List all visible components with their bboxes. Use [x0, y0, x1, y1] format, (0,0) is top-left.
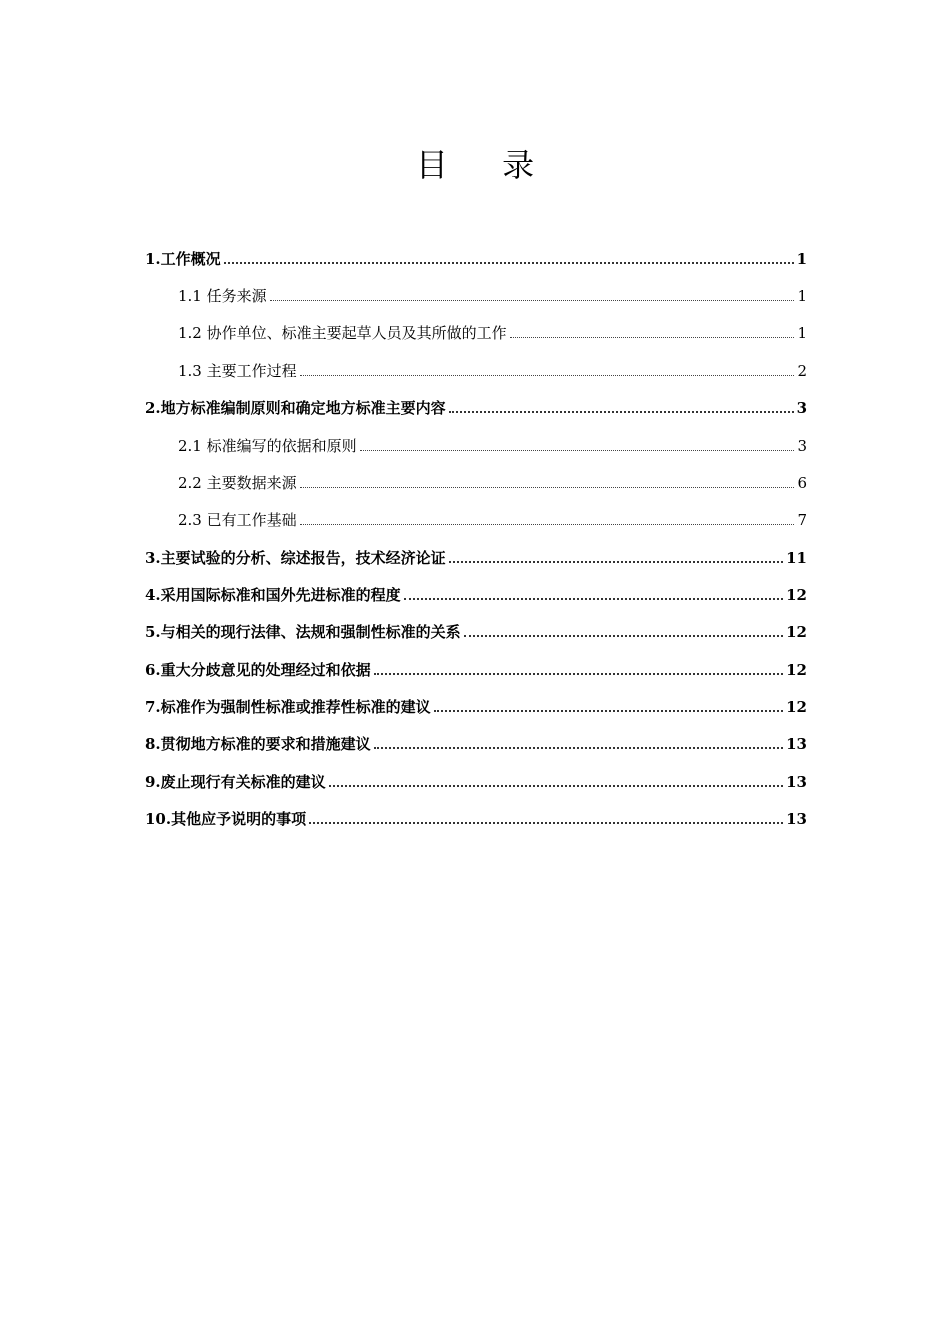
dot-leader: [374, 672, 783, 675]
toc-entry[interactable]: [178, 323, 807, 343]
dot-leader: [449, 410, 794, 413]
toc-page-number: 13: [786, 735, 807, 753]
toc-entry-text: 2.地方标准编制原则和确定地方标准主要内容: [145, 399, 446, 417]
dot-leader: [360, 449, 795, 451]
toc-page-number: 6: [797, 474, 807, 492]
toc-entry-text: 6.重大分歧意见的处理经过和依据: [145, 661, 371, 679]
toc-entry[interactable]: [178, 361, 807, 381]
dot-leader: [434, 709, 783, 712]
toc-entry-text: 5.与相关的现行法律、法规和强制性标准的关系: [145, 623, 461, 641]
toc-entry[interactable]: [145, 398, 807, 418]
toc-entry-text: 2.2 主要数据来源: [178, 474, 297, 492]
toc-page-number: 1: [796, 250, 807, 268]
toc-page-number: 3: [797, 437, 807, 455]
dot-leader: [449, 560, 783, 563]
toc-title: 目 录: [415, 146, 557, 184]
toc-entry[interactable]: [145, 772, 807, 792]
dot-leader: [464, 634, 783, 637]
toc-page-number: 13: [786, 773, 807, 791]
toc-entry[interactable]: [145, 585, 807, 605]
toc-page-number: 3: [796, 399, 807, 417]
dot-leader: [309, 821, 783, 824]
toc-entry[interactable]: [178, 436, 807, 456]
toc-entry-text: 10.其他应予说明的事项: [145, 810, 307, 828]
toc-entry-text: 1.1 任务来源: [178, 287, 267, 305]
toc-entry-text: 1.3 主要工作过程: [178, 362, 297, 380]
toc-entry[interactable]: [145, 734, 807, 754]
dot-leader: [300, 486, 795, 488]
toc-entry[interactable]: [178, 510, 807, 530]
toc-entry-text: 4.采用国际标准和国外先进标准的程度: [145, 586, 401, 604]
toc-page-number: 2: [797, 362, 807, 380]
toc-entry-text: 1.工作概况: [145, 250, 221, 268]
toc-entry[interactable]: [145, 809, 807, 829]
toc-entry-text: 7.标准作为强制性标准或推荐性标准的建议: [145, 698, 431, 716]
toc-entry[interactable]: [145, 548, 807, 568]
toc-entry-text: 8.贯彻地方标准的要求和措施建议: [145, 735, 371, 753]
toc-page-number: 11: [786, 549, 807, 567]
toc-entry-text: 3.主要试验的分析、综述报告，技术经济论证: [145, 549, 446, 567]
dot-leader: [329, 784, 783, 787]
toc-entry[interactable]: [145, 660, 807, 680]
toc-entry-text: 2.1 标准编写的依据和原则: [178, 437, 357, 455]
dot-leader: [300, 374, 795, 376]
toc-page-number: 7: [797, 511, 807, 529]
toc-entry[interactable]: [178, 473, 807, 493]
toc-page-number: 12: [786, 698, 807, 716]
toc-page-number: 12: [786, 661, 807, 679]
dot-leader: [404, 597, 783, 600]
toc-page-number: 1: [797, 287, 807, 305]
toc-page-number: 1: [797, 324, 807, 342]
toc-entry[interactable]: [145, 697, 807, 717]
toc-page-number: 13: [786, 810, 807, 828]
toc-entry[interactable]: [178, 286, 807, 306]
toc-entry-text: 1.2 协作单位、标准主要起草人员及其所做的工作: [178, 324, 507, 342]
dot-leader: [224, 261, 794, 264]
dot-leader: [374, 746, 783, 749]
toc-page-number: 12: [786, 586, 807, 604]
toc-entry[interactable]: [145, 622, 807, 642]
toc-entry[interactable]: [145, 249, 807, 269]
dot-leader: [510, 336, 795, 338]
toc-entry-text: 9.废止现行有关标准的建议: [145, 773, 326, 791]
dot-leader: [300, 523, 795, 525]
toc-page-number: 12: [786, 623, 807, 641]
toc-entry-text: 2.3 已有工作基础: [178, 511, 297, 529]
dot-leader: [270, 299, 795, 301]
